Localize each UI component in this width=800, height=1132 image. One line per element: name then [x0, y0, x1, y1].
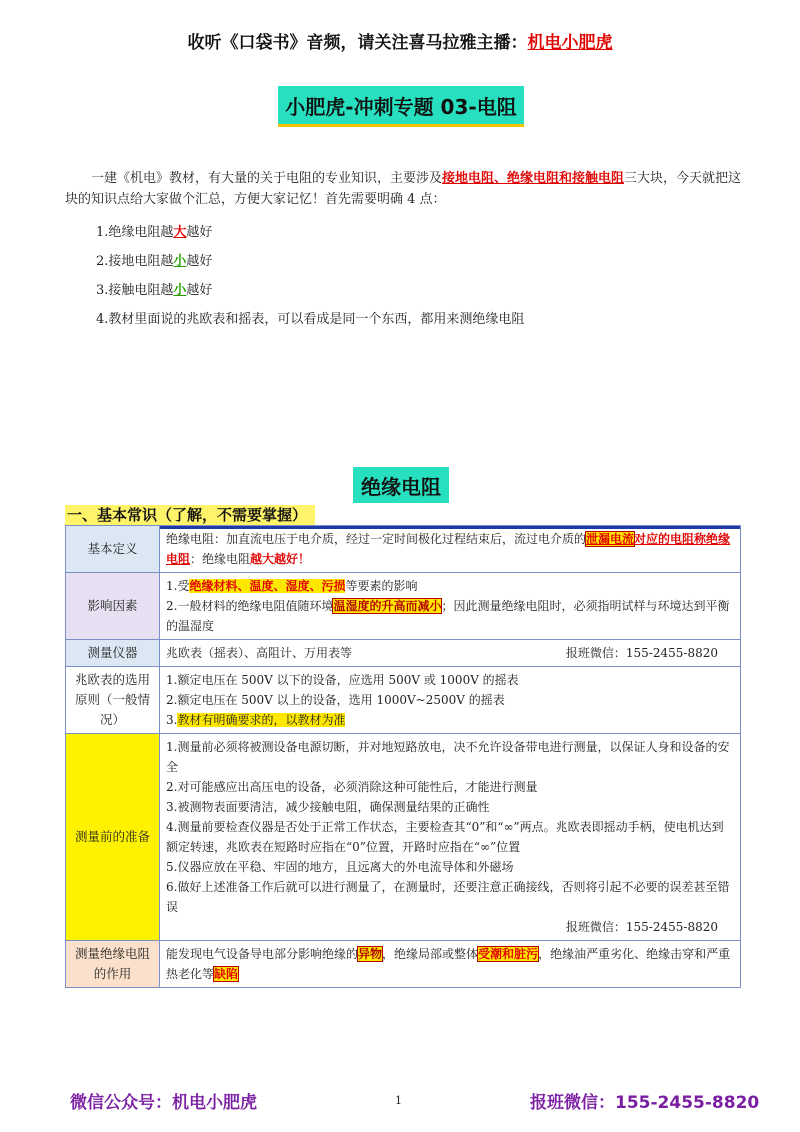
table-row [66, 941, 741, 988]
page-title: 小肥虎-冲刺专题 03-电阻 [278, 86, 524, 127]
intro-after: 三大块，今天就把这块的知识点给大家做个汇总，方便大家记忆！首先需要明确 4 点： [65, 171, 742, 207]
host-name: 机电小肥虎 [527, 33, 613, 53]
key-points [96, 218, 524, 334]
row-label-selection: 兆欧表的选用原则（一般情况） [66, 667, 160, 734]
leakage-current: 泄漏电流 [586, 532, 635, 546]
sub-heading: 一、基本常识（了解，不需要掌握） [65, 505, 315, 529]
purpose-cell: 能发现电气设备导电部分影响绝缘的异物，绝缘局部或整体受潮和脏污，绝缘油严重劣化、绝缘击穿和严重热老化等缺陷 [160, 941, 741, 988]
top-banner [0, 28, 800, 53]
section-title: 绝缘电阻 [353, 467, 449, 503]
point-2: 2.接地电阻越小越好 [96, 254, 213, 269]
table-row [66, 526, 741, 573]
selection-cell: 1.额定电压在 500V 以下的设备，应选用 500V 或 1000V 的摇表 2.额定电压在 500V 以上的设备，选用 1000V~2500V 的摇表 3.教材有明确要求的，以教材为准 [160, 667, 741, 734]
intro-paragraph [65, 168, 745, 210]
row-label-purpose: 测量绝缘电阻的作用 [66, 941, 160, 988]
instruments-cell: 兆欧表（摇表）、高阻计、万用表等 报班微信：155-2455-8820 [160, 640, 741, 667]
table-row [66, 573, 741, 640]
definition-cell: 绝缘电阻：加直流电压于电介质，经过一定时间极化过程结束后，流过电介质的泄漏电流对应的电阻称绝缘电阻：绝缘电阻越大越好！ [160, 526, 741, 573]
table-row [66, 667, 741, 734]
point-4: 4.教材里面说的兆欧表和摇表，可以看成是同一个东西，都用来测绝缘电阻 [96, 312, 525, 327]
point-1-mark: 大 [173, 225, 187, 240]
row-label-factors: 影响因素 [66, 573, 160, 640]
intro-highlight: 接地电阻、绝缘电阻和接触电阻 [442, 171, 625, 186]
footer-right: 报班微信：155-2455-8820 [530, 1093, 760, 1113]
row-label-preparation: 测量前的准备 [66, 734, 160, 941]
page-number: 1 [395, 1094, 402, 1107]
point-3-mark: 小 [173, 283, 187, 298]
contact-note: 报班微信：155-2455-8820 [565, 646, 718, 660]
footer-left: 微信公众号：机电小肥虎 [70, 1093, 257, 1113]
contact-note: 报班微信：155-2455-8820 [565, 920, 718, 934]
insulation-table [65, 525, 741, 988]
banner-text: 收听《口袋书》音频，请关注喜马拉雅主播： [187, 33, 528, 53]
preparation-cell: 1.测量前必须将被测设备电源切断，并对地短路放电，决不允许设备带电进行测量，以保证人身和设备的安全 2.对可能感应出高压电的设备，必须消除这种可能性后，才能进行测量 3.被测物表面要清洁，减少接触电阻，确保测量结果的正确性 4.测量前要检查仪器是否处于正常工作状态，主要检查其“0”和“∞”两点。兆欧表即摇动手柄，使电机达到额定转速，兆欧表在短路时应指在“0”位置，开路时应指在“∞”位置 5.仪器应放在平稳、牢固的地方，且远离大的外电流导体和外磁场 6.做好上述准备工作后就可以进行测量了，在测量时，还要注意正确接线，否则将引起不必要的误差甚至错误 报班微信：155-2455-8820 [160, 734, 741, 941]
point-2-mark: 小 [173, 254, 187, 269]
intro-before: 一建《机电》教材，有大量的关于电阻的专业知识，主要涉及 [91, 171, 443, 186]
table-row [66, 734, 741, 941]
point-3: 3.接触电阻越小越好 [96, 283, 213, 298]
row-label-instruments: 测量仪器 [66, 640, 160, 667]
table-row [66, 640, 741, 667]
factors-cell: 1.受绝缘材料、温度、湿度、污损等要素的影响 2.一般材料的绝缘电阻值随环境温湿度的升高而减小；因此测量绝缘电阻时，必须指明试样与环境达到平衡的温湿度 [160, 573, 741, 640]
row-label-definition: 基本定义 [66, 526, 160, 573]
point-1: 1.绝缘电阻越大越好 [96, 225, 213, 240]
